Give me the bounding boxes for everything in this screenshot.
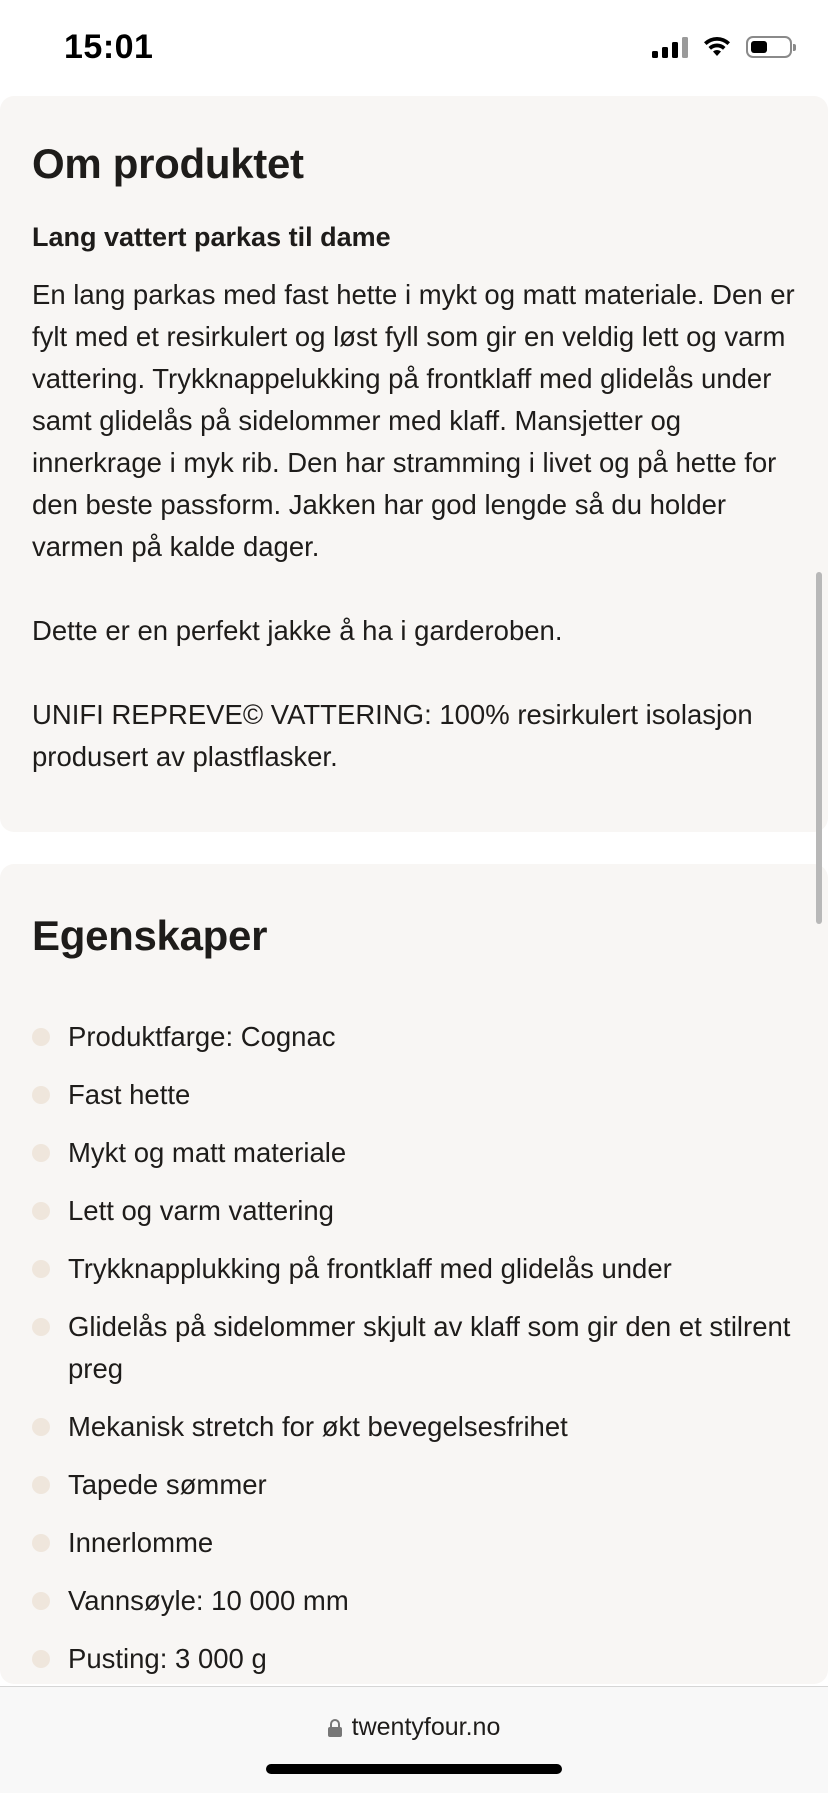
description-paragraph: En lang parkas med fast hette i mykt og matt materiale. Den er fylt med et resirkulert og løst fyll som gir en veldig lett og varm vattering. Trykknappelukking på frontklaff med glidelås under samt glidelås på sidelommer med klaff. Mansjetter og innerkrage i myk rib. Den har stramming i livet og på hette for den beste passform. Jakken har god lengde så du holder varmen på kalde dager. xyxy=(32,279,795,562)
feature-text: Tapede sømmer xyxy=(68,1469,267,1500)
lock-icon xyxy=(328,1719,342,1737)
cellular-signal-icon xyxy=(652,36,688,58)
description-paragraph: UNIFI REPREVE© VATTERING: 100% resirkulert isolasjon produsert av plastflasker. xyxy=(32,699,753,772)
feature-item xyxy=(32,1464,792,1506)
feature-text: Mekanisk stretch for økt bevegelsesfrihet xyxy=(68,1411,568,1442)
feature-item xyxy=(32,1638,792,1680)
browser-address-bar[interactable] xyxy=(0,1686,828,1793)
feature-item xyxy=(32,1522,792,1564)
bullet-icon xyxy=(32,1202,50,1220)
bullet-icon xyxy=(32,1650,50,1668)
features-section xyxy=(0,864,828,1684)
bullet-icon xyxy=(32,1144,50,1162)
status-icons xyxy=(652,36,792,58)
feature-text: Innerlomme xyxy=(68,1527,214,1558)
address-domain[interactable]: twentyfour.no xyxy=(351,1713,501,1741)
bullet-icon xyxy=(32,1418,50,1436)
bullet-icon xyxy=(32,1592,50,1610)
bullet-icon xyxy=(32,1086,50,1104)
feature-text: Vannsøyle: 10 000 mm xyxy=(68,1585,349,1616)
feature-item xyxy=(32,1074,792,1116)
feature-item xyxy=(32,1406,792,1448)
product-description xyxy=(32,274,800,820)
product-subtitle: Lang vattert parkas til dame xyxy=(32,222,391,252)
bullet-icon xyxy=(32,1318,50,1336)
feature-text: Trykknapplukking på frontklaff med glidelås under xyxy=(68,1253,672,1284)
feature-item xyxy=(32,1580,792,1622)
feature-text: Produktfarge: Cognac xyxy=(68,1021,336,1052)
status-bar xyxy=(0,0,828,96)
about-product-section xyxy=(0,96,828,832)
feature-item xyxy=(32,1306,792,1390)
feature-item xyxy=(32,1248,792,1290)
feature-text: Mykt og matt materiale xyxy=(68,1137,347,1168)
status-time: 15:01 xyxy=(64,28,154,66)
feature-text: Lett og varm vattering xyxy=(68,1195,334,1226)
address-field[interactable] xyxy=(0,1713,828,1742)
bullet-icon xyxy=(32,1028,50,1046)
about-product-title: Om produktet xyxy=(32,140,304,187)
bullet-icon xyxy=(32,1534,50,1552)
feature-text: Glidelås på sidelommer skjult av klaff som gir den et stilrent preg xyxy=(68,1311,791,1384)
bullet-icon xyxy=(32,1476,50,1494)
bullet-icon xyxy=(32,1260,50,1278)
feature-text: Fast hette xyxy=(68,1079,191,1110)
feature-list xyxy=(32,1016,792,1696)
battery-icon xyxy=(746,36,792,58)
feature-item xyxy=(32,1190,792,1232)
feature-item xyxy=(32,1132,792,1174)
feature-text: Pusting: 3 000 g xyxy=(68,1643,267,1674)
features-title: Egenskaper xyxy=(32,912,268,959)
feature-item xyxy=(32,1016,792,1058)
home-indicator[interactable] xyxy=(266,1764,562,1774)
description-paragraph: Dette er en perfekt jakke å ha i garderoben. xyxy=(32,615,563,646)
wifi-icon xyxy=(702,36,732,58)
page-scrollbar[interactable] xyxy=(816,572,822,924)
